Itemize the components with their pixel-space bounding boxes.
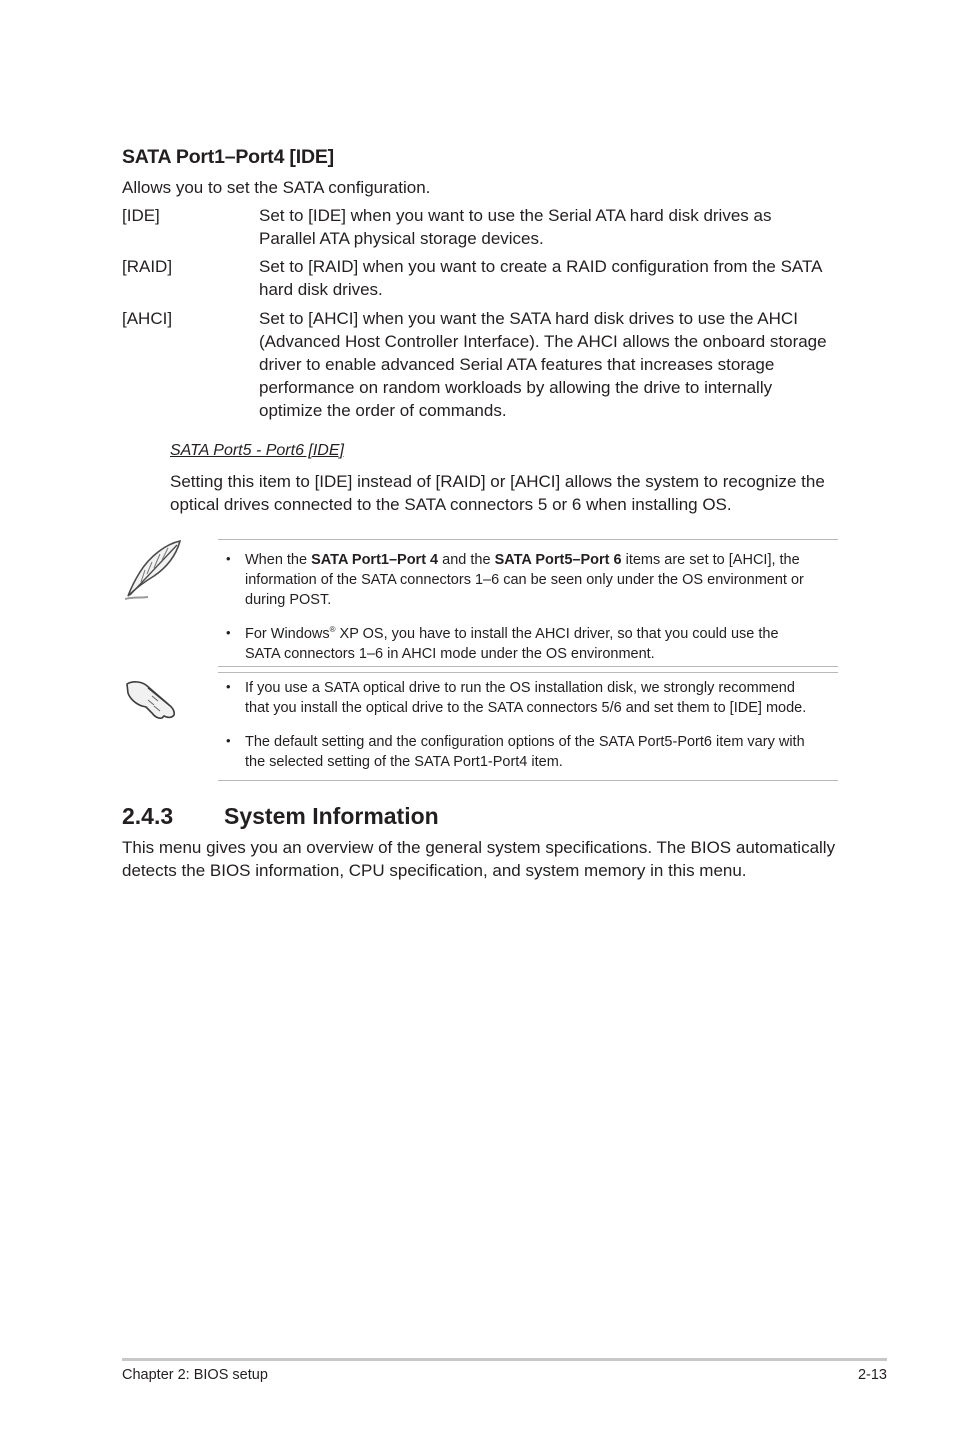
- note-separator-rule: [218, 666, 838, 667]
- option-desc-line: Set to [IDE] when you want to use the Serial ATA hard disk drives as: [259, 206, 772, 225]
- note-line: For Windows® XP OS, you have to install the AHCI driver, so that you could use the: [245, 625, 779, 642]
- section-heading-sata-port1-port4: SATA Port1–Port4 [IDE]: [122, 146, 334, 168]
- option-name-ahci: [AHCI]: [122, 309, 173, 328]
- registered-mark: ®: [329, 625, 336, 635]
- paragraph-line: detects the BIOS information, CPU specification, and system memory in this menu.: [122, 861, 747, 880]
- bullet-point: •: [226, 733, 231, 748]
- note-top-rule: [218, 539, 838, 540]
- caution-item-default-setting: [245, 732, 845, 772]
- paragraph-line: This menu gives you an overview of the general system specifications. The BIOS automatically: [122, 838, 836, 857]
- option-desc-line: (Advanced Host Controller Interface). The AHCI allows the onboard storage: [259, 332, 827, 351]
- caution-bottom-rule: [218, 780, 838, 781]
- option-desc-line: hard disk drives.: [259, 280, 383, 299]
- option-name-raid: [RAID]: [122, 257, 173, 276]
- footer-rule: [122, 1358, 887, 1361]
- note-line: The default setting and the configuration options of the SATA Port5-Port6 item vary with: [245, 734, 805, 750]
- sata-intro-text: Allows you to set the SATA configuration.: [122, 178, 431, 197]
- note-line: When the SATA Port1–Port 4 and the SATA Port5–Port 6 items are set to [AHCI], the: [245, 552, 800, 568]
- sub-heading-sata-port5-port6: SATA Port5 - Port6 [IDE]: [170, 442, 344, 459]
- footer-page-number: 2-13: [857, 1367, 887, 1383]
- note-line: If you use a SATA optical drive to run the OS installation disk, we strongly recommend: [245, 680, 795, 696]
- note-line: SATA connectors 1–6 in AHCI mode under the OS environment.: [245, 646, 655, 662]
- bullet-point: •: [226, 679, 231, 694]
- option-desc-line: optimize the order of commands.: [259, 401, 507, 420]
- note-line: the selected setting of the SATA Port1-Port4 item.: [245, 754, 563, 770]
- caution-top-rule: [218, 672, 838, 673]
- caution-item-optical-drive: [245, 678, 845, 718]
- option-desc-line: performance on random workloads by allowing the drive to internally: [259, 378, 773, 397]
- option-desc-line: Set to [RAID] when you want to create a RAID configuration from the SATA: [259, 257, 823, 276]
- bullet-point: •: [226, 551, 231, 566]
- note-item-windows-xp-driver: [245, 624, 845, 664]
- sata-port5-6-description: [170, 470, 860, 516]
- bullet-point: •: [226, 625, 231, 640]
- note-line: information of the SATA connectors 1–6 can be seen only under the OS environment or: [245, 572, 804, 588]
- option-name-ide: [IDE]: [122, 206, 160, 225]
- option-desc-ahci: [259, 307, 849, 422]
- option-desc-line: Parallel ATA physical storage devices.: [259, 229, 544, 248]
- note-item-ahci-visibility: [245, 550, 845, 610]
- paragraph-line: optical drives connected to the SATA connectors 5 or 6 when installing OS.: [170, 495, 732, 514]
- footer-chapter-title: Chapter 2: BIOS setup: [122, 1367, 268, 1383]
- system-information-description: [122, 836, 862, 882]
- paragraph-line: Setting this item to [IDE] instead of [RAID] or [AHCI] allows the system to recognize the: [170, 472, 825, 491]
- feather-pen-icon: [122, 538, 186, 602]
- note-line: during POST.: [245, 592, 332, 608]
- option-desc-line: driver to enable advanced Serial ATA features that increases storage: [259, 355, 775, 374]
- section-number: 2.4.3: [122, 803, 174, 829]
- option-desc-ide: [259, 204, 849, 250]
- option-desc-raid: [259, 255, 849, 301]
- section-title-system-information: System Information: [224, 803, 439, 829]
- pointing-hand-icon: [124, 676, 180, 720]
- note-line: that you install the optical drive to the SATA connectors 5/6 and set them to [IDE] mode.: [245, 700, 807, 716]
- option-desc-line: Set to [AHCI] when you want the SATA hard disk drives to use the AHCI: [259, 309, 798, 328]
